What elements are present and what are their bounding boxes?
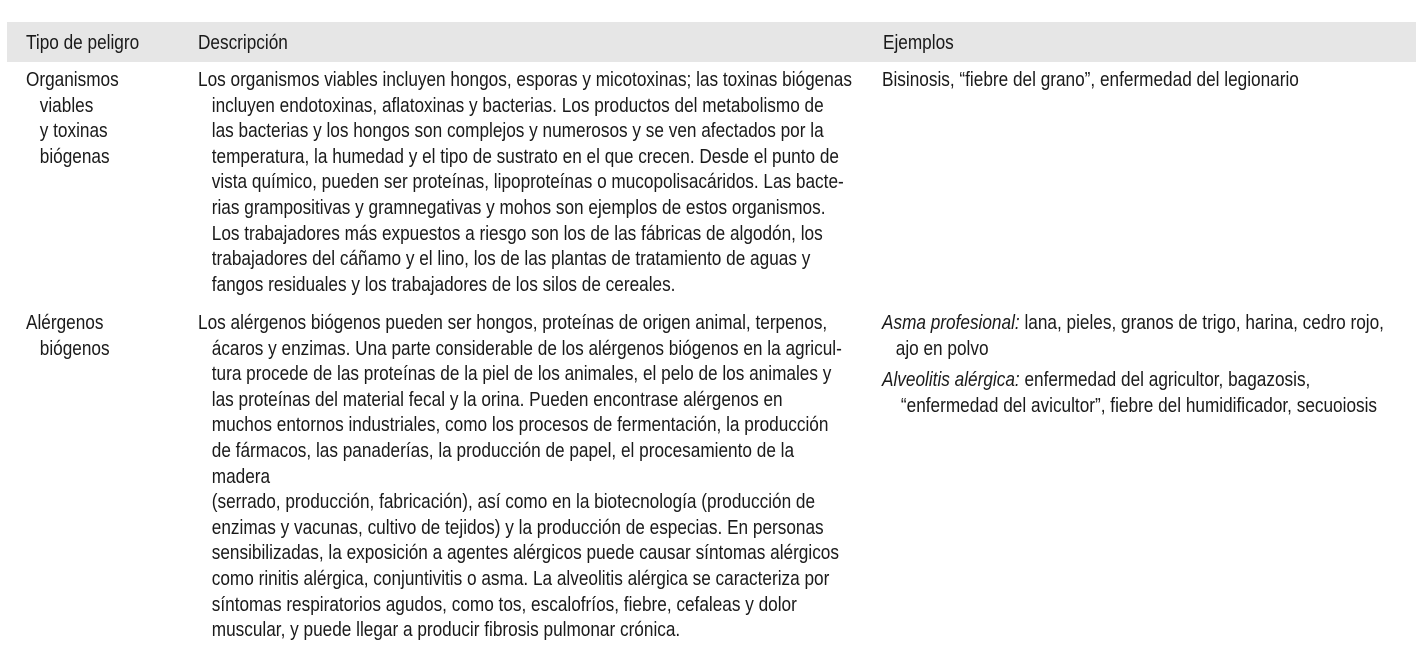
- desc-line: incluyen endotoxinas, aflatoxinas y bacterias. Los productos del metabolismo de: [211, 94, 824, 117]
- desc-line: ácaros y enzimas. Una parte considerable de los alérgenos biógenos en la agricul-: [211, 337, 842, 360]
- tipo-line: Organismos: [26, 69, 119, 91]
- desc-line: Los organismos viables incluyen hongos, esporas y micotoxinas; las toxinas biógenas: [198, 69, 852, 91]
- header-ejemplos: Ejemplos: [883, 32, 954, 54]
- ejemplo-alveolitis: [882, 368, 1421, 419]
- ejemplo-line: [882, 311, 1384, 337]
- ejemplo-line: Bisinosis, “fiebre del grano”, enfermedad del legionario: [882, 69, 1299, 91]
- desc-line: temperatura, la humedad y el tipo de sustrato en el que crecen. Desde el punto de: [211, 145, 840, 168]
- desc-line: fangos residuales y los trabajadores de los silos de cereales.: [211, 273, 676, 296]
- tipo-line: biógenos: [39, 337, 110, 360]
- ejemplo-text: lana, pieles, granos de trigo, harina, cedro rojo,: [1019, 312, 1384, 334]
- desc-line: tura procede de las proteínas de la piel de los animales, el pelo de los animales y: [211, 363, 832, 386]
- header-tipo: Tipo de peligro: [26, 32, 140, 54]
- ejemplo-label: Alveolitis alérgica:: [882, 369, 1020, 392]
- tipo-line: biógenas: [39, 145, 110, 168]
- desc-line: síntomas respiratorios agudos, como tos, escalofríos, fiebre, cefaleas y dolor: [211, 593, 797, 616]
- desc-line: las bacterias y los hongos son complejos y numerosos y se ven afectados por la: [211, 120, 824, 143]
- row2-descripcion: [198, 311, 947, 644]
- ejemplo-line: ajo en polvo: [895, 337, 989, 360]
- desc-line: sensibilizadas, la exposición a agentes alérgicos puede causar síntomas alérgicos: [211, 542, 839, 565]
- row2-ejemplos: [882, 311, 1421, 425]
- desc-line: de fármacos, las panaderías, la producción de papel, el procesamiento de la: [211, 439, 795, 462]
- desc-line: Los alérgenos biógenos pueden ser hongos, proteínas de origen animal, terpenos,: [198, 312, 828, 334]
- desc-line: (serrado, producción, fabricación), así como en la biotecnología (producción de: [211, 491, 816, 514]
- desc-line: enzimas y vacunas, cultivo de tejidos) y la producción de especias. En personas: [211, 516, 824, 539]
- ejemplo-line: “enfermedad del avicultor”, fiebre del humidificador, secuoiosis: [900, 394, 1378, 417]
- desc-line: las proteínas del material fecal y la orina. Pueden encontrase alérgenos en: [211, 388, 783, 411]
- tipo-line: y toxinas: [39, 120, 108, 143]
- ejemplo-text: enfermedad del agricultor, bagazosis,: [1019, 369, 1311, 392]
- header-descripcion: Descripción: [198, 32, 288, 54]
- desc-line: rias grampositivas y gramnegativas y mohos son ejemplos de estos organismos.: [211, 196, 826, 219]
- desc-line: muchos entornos industriales, como los procesos de fermentación, la producción: [211, 414, 829, 437]
- desc-line: madera: [211, 465, 271, 488]
- desc-line: como rinitis alérgica, conjuntivitis o asma. La alveolitis alérgica se caracteriza por: [211, 567, 830, 590]
- row2-tipo: [26, 311, 123, 362]
- desc-line: Los trabajadores más expuestos a riesgo son los de las fábricas de algodón, los: [211, 222, 823, 245]
- ejemplo-label: Asma profesional:: [882, 312, 1020, 334]
- row1-tipo: [26, 68, 134, 170]
- tipo-line: Alérgenos: [26, 312, 104, 334]
- ejemplo-line: [882, 368, 1384, 394]
- desc-line: muscular, y puede llegar a producir fibrosis pulmonar crónica.: [211, 619, 681, 642]
- desc-line: vista químico, pueden ser proteínas, lipoproteínas o mucopolisacáridos. Las bacte-: [211, 171, 844, 194]
- tipo-line: viables: [39, 94, 94, 117]
- row1-descripcion: [198, 68, 958, 298]
- ejemplo-asma: [882, 311, 1421, 362]
- desc-line: trabajadores del cáñamo y el lino, los de las plantas de tratamiento de aguas y: [211, 248, 811, 271]
- row1-ejemplos: [882, 68, 1367, 94]
